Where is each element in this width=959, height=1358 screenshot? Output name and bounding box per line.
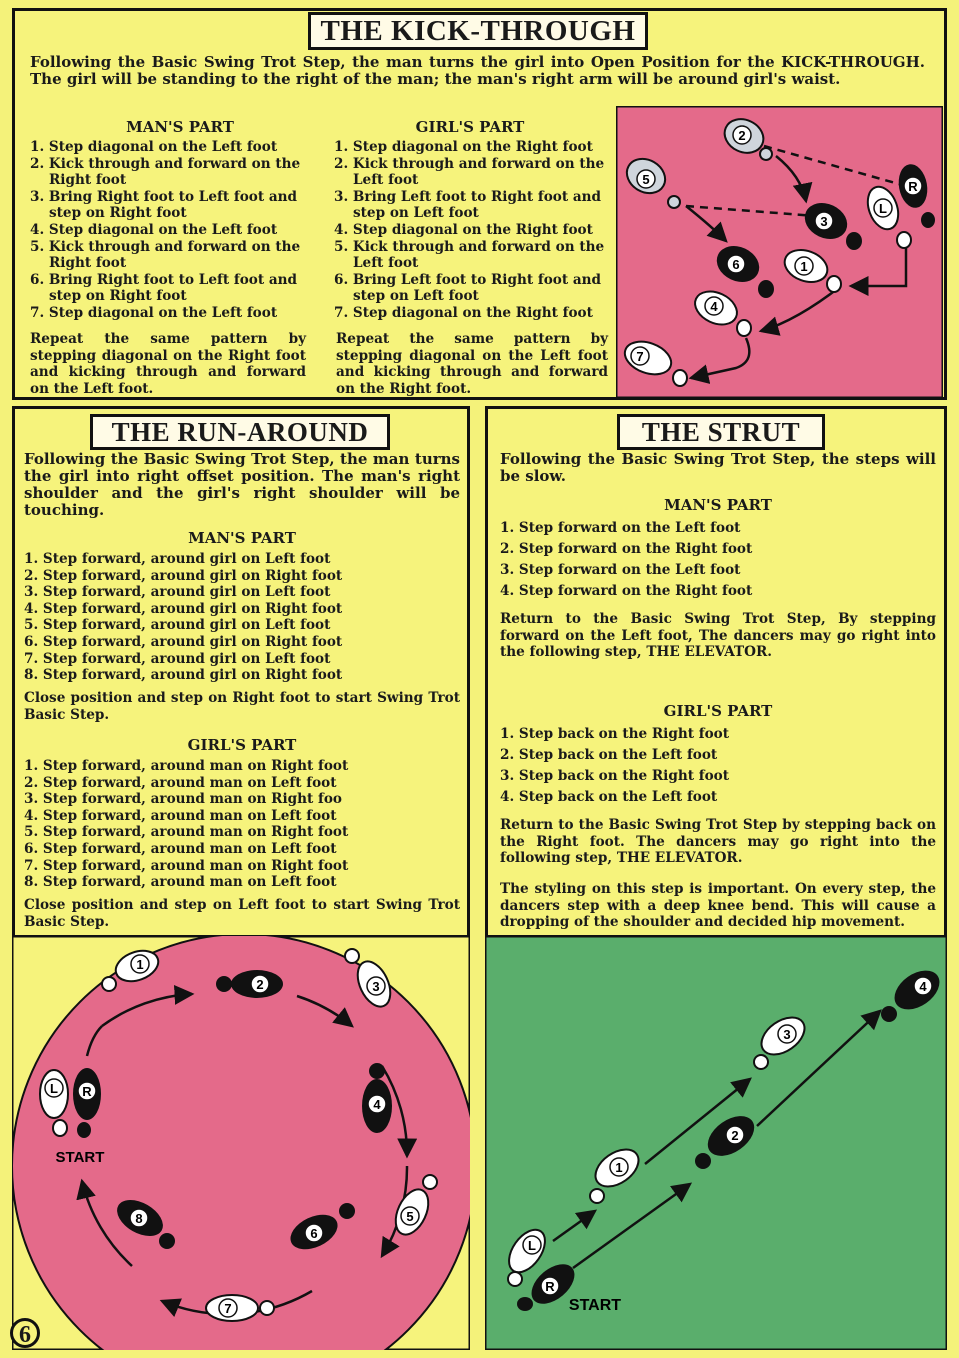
foot-label: R	[545, 1279, 555, 1294]
list-item: 4. Step back on the Left foot	[500, 789, 718, 805]
foot-label: L	[528, 1238, 536, 1253]
run-around-mans-close: Close position and step on Right foot to start Swing Trot Basic Step.	[24, 690, 460, 723]
strut-intro: Following the Basic Swing Trot Step, the steps will be slow.	[500, 450, 936, 485]
kick-through-title: THE KICK-THROUGH	[308, 12, 648, 50]
kick-through-mans-steps	[30, 139, 306, 322]
strut-girls-return: Return to the Basic Swing Trot Step by stepping back on the Right foot. The dancers may go right into the following step, THE ELEVATOR.	[500, 817, 936, 867]
list-item: 8. Step forward, around girl on Right foot	[24, 667, 343, 684]
strut-mans-steps	[500, 518, 820, 602]
list-item: 3. Bring Right foot to Left foot and step on Right foot	[30, 188, 298, 222]
list-item: 1. Step forward, around girl on Left foot	[24, 551, 331, 567]
list-item: 6. Bring Left foot to Right foot and step on Left foot	[334, 271, 602, 305]
list-item: 2. Step forward on the Right foot	[500, 541, 753, 557]
list-item: 2. Kick through and forward on the Right foot	[30, 155, 301, 189]
list-item: 5. Kick through and forward on the Left foot	[334, 238, 605, 272]
list-item: 5. Step forward, around man on Right foot	[24, 824, 349, 841]
run-around-mans-heading: MAN'S PART	[188, 529, 296, 547]
kick-through-intro: Following the Basic Swing Trot Step, the man turns the girl into Open Position for the KICK-THROUGH. The girl will be standing to the right of the man; the man's right arm will be around girl's waist.	[30, 53, 925, 88]
foot-number: 5	[406, 1209, 414, 1224]
run-around-intro: Following the Basic Swing Trot Step, the man turns the girl into right offset position. The man's right shoulder and the girl's right shoulder will be touching.	[24, 450, 460, 519]
foot-number: 8	[135, 1211, 143, 1226]
list-item: 4. Step forward, around man on Left foot	[24, 807, 337, 824]
strut-diagram	[485, 936, 947, 1350]
kick-through-mans-heading: MAN'S PART	[126, 118, 234, 136]
strut-styling: The styling on this step is important. On every step, the dancers step with a deep knee bend. This will cause a dropping of the shoulder and decided hip movement.	[500, 881, 936, 931]
foot-number: 1	[136, 957, 144, 972]
strut-mans-heading: MAN'S PART	[664, 496, 772, 514]
foot-number: 6	[310, 1226, 318, 1241]
list-item: 5. Step forward, around girl on Left foot	[24, 617, 331, 634]
run-around-girls-steps	[24, 758, 364, 891]
kick-through-girls-repeat: Repeat the same pattern by stepping diagonal on the Left foot and kicking through and forward on the Right foot.	[336, 331, 608, 397]
foot-number: 7	[224, 1301, 232, 1316]
list-item: 4. Step forward on the Right foot	[500, 583, 753, 599]
list-item: 7. Step diagonal on the Left foot	[30, 304, 278, 321]
run-around-girls-close: Close position and step on Left foot to start Swing Trot Basic Step.	[24, 897, 460, 930]
foot-number: 4	[919, 979, 927, 994]
list-item: 8. Step forward, around man on Left foot	[24, 874, 337, 891]
list-item: 2. Step back on the Left foot	[500, 747, 718, 763]
list-item: 7. Step diagonal on the Right foot	[334, 304, 593, 321]
run-around-girls-heading: GIRL'S PART	[187, 736, 297, 754]
start-label: START	[568, 1297, 622, 1314]
foot-label: L	[50, 1081, 58, 1096]
kick-through-girls-steps	[334, 139, 608, 322]
list-item: 5. Kick through and forward on the Right foot	[30, 238, 301, 272]
start-label: START	[55, 1149, 105, 1166]
strut-girls-steps	[500, 724, 820, 808]
foot-number: 2	[256, 977, 264, 992]
foot-label: R	[82, 1084, 92, 1099]
list-item: 3. Step forward, around girl on Left foot	[24, 584, 331, 601]
foot-number: 7	[636, 349, 644, 364]
list-item: 3. Step forward on the Left foot	[500, 562, 741, 578]
kick-through-girls-heading: GIRL'S PART	[415, 118, 525, 136]
page-number: 6	[10, 1318, 40, 1348]
list-item: 7. Step forward, around girl on Left foot	[24, 650, 331, 667]
list-item: 4. Step forward, around girl on Right foot	[24, 600, 343, 617]
strut-mans-return: Return to the Basic Swing Trot Step, By stepping forward on the Left foot, The dancers may go right into the following step, THE ELEVATOR.	[500, 611, 936, 661]
list-item: 3. Step forward, around man on Right foo	[24, 791, 342, 808]
run-around-diagram	[12, 936, 470, 1350]
run-around-mans-steps	[24, 551, 364, 684]
list-item: 4. Step diagonal on the Right foot	[334, 221, 593, 238]
strut-girls-heading: GIRL'S PART	[663, 702, 773, 720]
list-item: 2. Step forward, around girl on Right foot	[24, 567, 343, 584]
kick-through-diagram	[616, 106, 943, 398]
foot-number: 3	[783, 1027, 791, 1042]
foot-label: R	[908, 179, 918, 194]
list-item: 7. Step forward, around man on Right foot	[24, 857, 349, 874]
foot-number: 4	[710, 299, 718, 314]
list-item: 6. Bring Right foot to Left foot and step on Right foot	[30, 271, 298, 305]
foot-number: 6	[732, 257, 740, 272]
list-item: 1. Step forward on the Left foot	[500, 520, 741, 536]
list-item: 2. Step forward, around man on Left foot	[24, 774, 337, 791]
run-around-title: THE RUN-AROUND	[90, 414, 390, 450]
list-item: 6. Step forward, around girl on Right foot	[24, 633, 343, 650]
list-item: 1. Step diagonal on the Right foot	[334, 139, 593, 155]
foot-number: 3	[372, 979, 380, 994]
foot-number: 1	[800, 259, 808, 274]
foot-number: 3	[820, 214, 828, 229]
strut-title: THE STRUT	[617, 414, 825, 450]
list-item: 3. Step back on the Right foot	[500, 768, 729, 784]
list-item: 4. Step diagonal on the Left foot	[30, 221, 278, 238]
foot-number: 4	[373, 1097, 381, 1112]
list-item: 3. Bring Left foot to Right foot and step on Left foot	[334, 188, 602, 222]
list-item: 6. Step forward, around man on Left foot	[24, 840, 337, 857]
foot-label: L	[879, 201, 887, 216]
foot-number: 2	[738, 128, 746, 143]
list-item: 1. Step back on the Right foot	[500, 726, 729, 742]
foot-number: 5	[642, 172, 650, 187]
list-item: 2. Kick through and forward on the Left foot	[334, 155, 605, 189]
list-item: 1. Step diagonal on the Left foot	[30, 139, 278, 155]
kick-through-mans-repeat: Repeat the same pattern by stepping diagonal on the Right foot and kicking through and forward on the Left foot.	[30, 331, 306, 397]
foot-number: 2	[731, 1128, 739, 1143]
list-item: 1. Step forward, around man on Right foot	[24, 758, 349, 774]
foot-number: 1	[615, 1160, 623, 1175]
